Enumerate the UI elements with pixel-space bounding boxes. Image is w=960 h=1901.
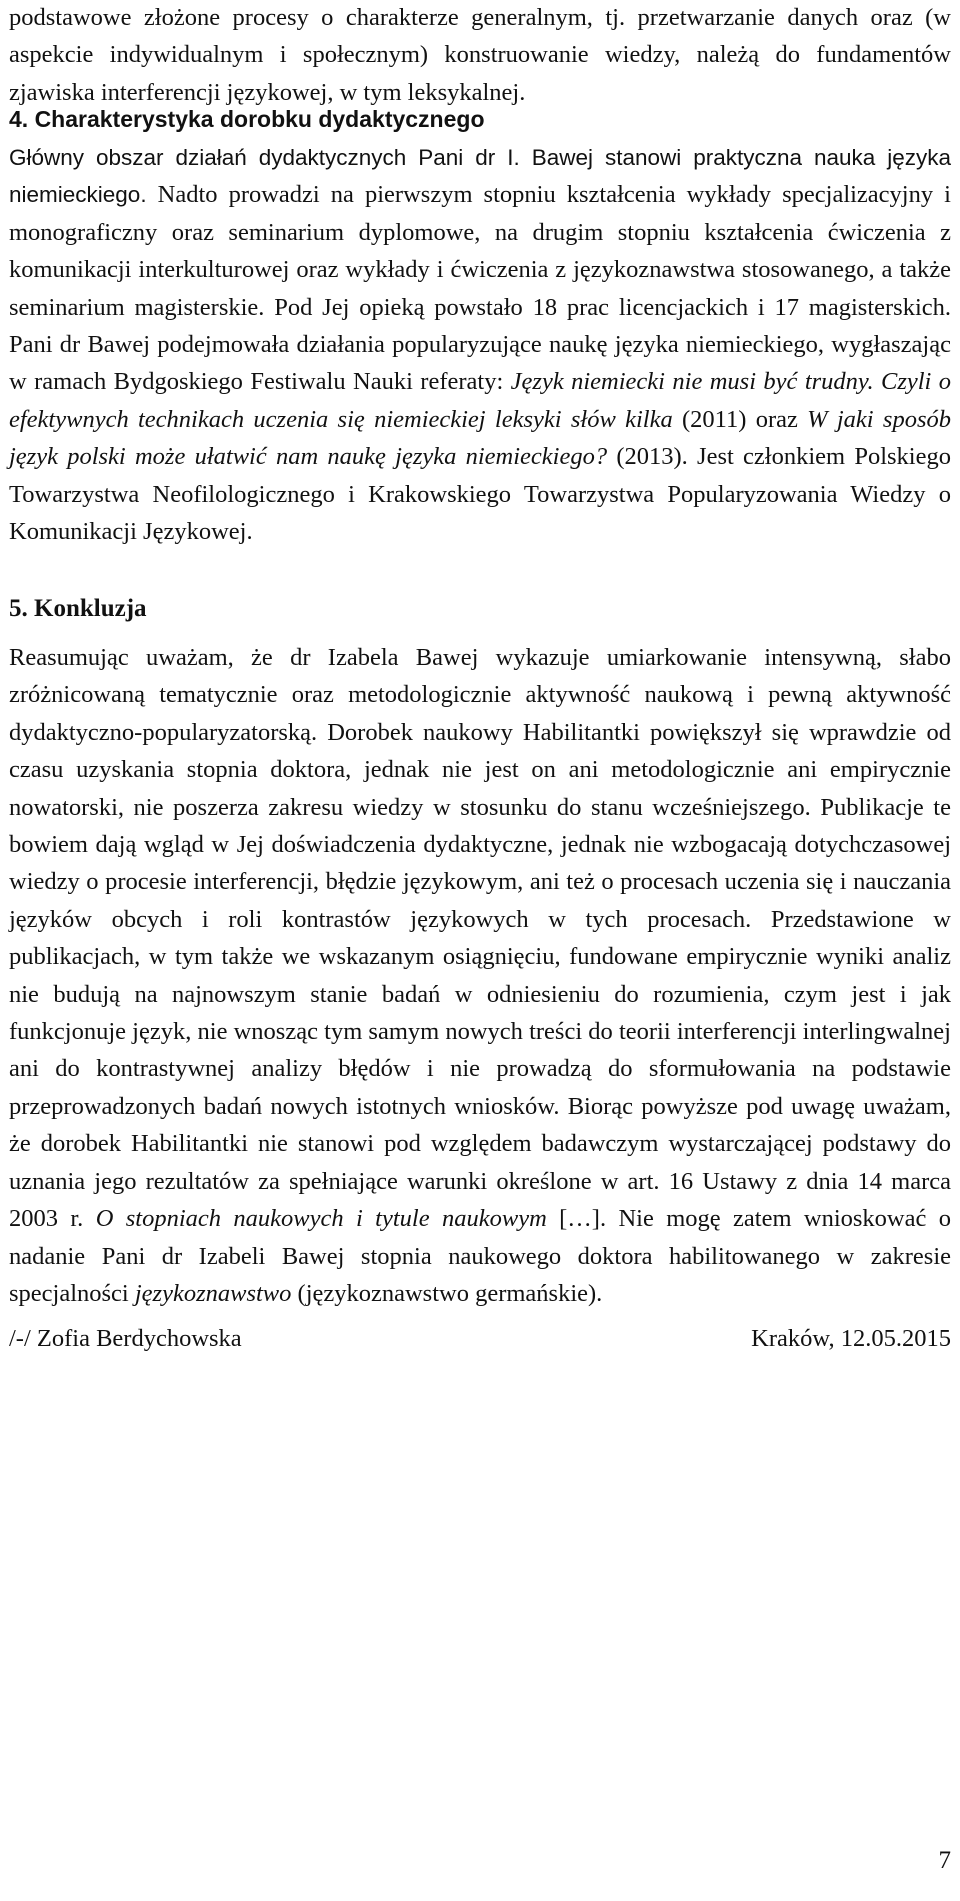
lecture-title-1: Język niemiecki nie musi być trudny. Czyli o efektywnych technikach uczenia się niemieckiej leksyki słów kilka bbox=[9, 368, 951, 433]
specialty-name: językoznawstwo bbox=[134, 1279, 292, 1307]
section-4-body-text-3: (2013). Jest członkiem Polskiego Towarzystwa Neofilologicznego i Krakowskiego Towarzystwa Popularyzowania Wiedzy o Komunikacji Językowej. bbox=[9, 443, 951, 546]
conclusion-text-1: Reasumując uważam, że dr Izabela Bawej wykazuje umiarkowanie intensywną, słabo zróżnicowaną tematycznie oraz metodologicznie aktywność naukową i pewną aktywność dydaktyczno-popularyzatorską. Dorobek naukowy Habilitantki powiększył się wprawdzie od czasu uzyskania stopnia doktora, jednak nie jest on ani metodologicznie ani empirycznie nowatorski, nie poszerza zakresu wiedzy w stosunku do stanu wcześniejszego. Publikacje te bowiem dają wgląd w Jej doświadczenia dydaktyczne, jednak nie wzbogacają dotychczasowej wiedzy o procesie interferencji, błędzie językowym, ani też o procesach uczenia się i nauczania języków obcych i roli kontrastów językowych w tych procesach. Przedstawione w publikacjach, w tym także we wskazanym osiągnięciu, fundowane empirycznie wyniki analiz nie budują na najnowszym stanie badań w odniesieniu do rozumienia, czym jest i jak funkcjonuje język, nie wnosząc tym samym nowych treści do teorii interferencji interlingwalnej ani do kontrastywnej analizy błędów i nie prowadzą do sformułowania na podstawie przeprowadzonych badań nowych istotnych wniosków. Biorąc powyższe pod uwagę uważam, że dorobek Habilitantki nie stanowi pod względem badawczym wystarczającej podstawy do uznania jego rezultatów za spełniające warunki określone w art. 16 Ustawy z dnia 14 marca 2003 r. bbox=[9, 644, 951, 1233]
section-4-heading: 4. Charakterystyka dorobku dydaktycznego bbox=[9, 106, 485, 132]
law-title: O stopniach naukowych i tytule naukowym bbox=[95, 1205, 547, 1233]
section-4-paragraph bbox=[9, 139, 951, 550]
section-5-paragraph bbox=[9, 639, 951, 1312]
section-4-body-text-2: (2011) oraz bbox=[672, 405, 808, 433]
page-number: 7 bbox=[938, 1847, 951, 1874]
section-4 bbox=[9, 101, 951, 550]
section-4-lead-text: Główny obszar działań dydaktycznych Pani dr I. Bawej stanowi praktyczna nauka języka niemieckiego. bbox=[9, 145, 951, 208]
section-5-heading: 5. Konkluzja bbox=[9, 595, 147, 622]
intro-paragraph bbox=[9, 0, 951, 111]
lecture-title-2: W jaki sposób język polski może ułatwić nam naukę języka niemieckiego? bbox=[9, 405, 951, 471]
conclusion-text-3: (językoznawstwo germańskie). bbox=[291, 1279, 603, 1307]
signature: /-/ Zofia Berdychowska bbox=[9, 1325, 242, 1352]
conclusion-text-2: […]. Nie mogę zatem wnioskować o nadanie Pani dr Izabeli Bawej stopnia naukowego doktora habilitowanego w zakresie specjalności bbox=[9, 1205, 951, 1307]
section-5 bbox=[9, 590, 951, 1312]
place-and-date: Kraków, 12.05.2015 bbox=[751, 1325, 951, 1352]
section-4-body-text-1: Nadto prowadzi na pierwszym stopniu kształcenia wykłady specjalizacyjny i monograficzny oraz seminarium dyplomowe, na drugim stopniu kształcenia ćwiczenia z komunikacji interkulturowej oraz wykłady i ćwiczenia z językoznawstwa stosowanego, a także seminarium magisterskie. Pod Jej opieką powstało 18 prac licencjackich i 17 magisterskich. Pani dr Bawej podejmowała działania popularyzujące naukę języka niemieckiego, wygłaszając w ramach Bydgoskiego Festiwalu Nauki referaty: bbox=[9, 181, 951, 396]
intro-text: podstawowe złożone procesy o charakterze generalnym, tj. przetwarzanie danych oraz (w aspekcie indywidualnym i społecznym) konstruowanie wiedzy, należą do fundamentów zjawiska interferencji językowej, w tym leksykalnej. bbox=[9, 4, 951, 106]
